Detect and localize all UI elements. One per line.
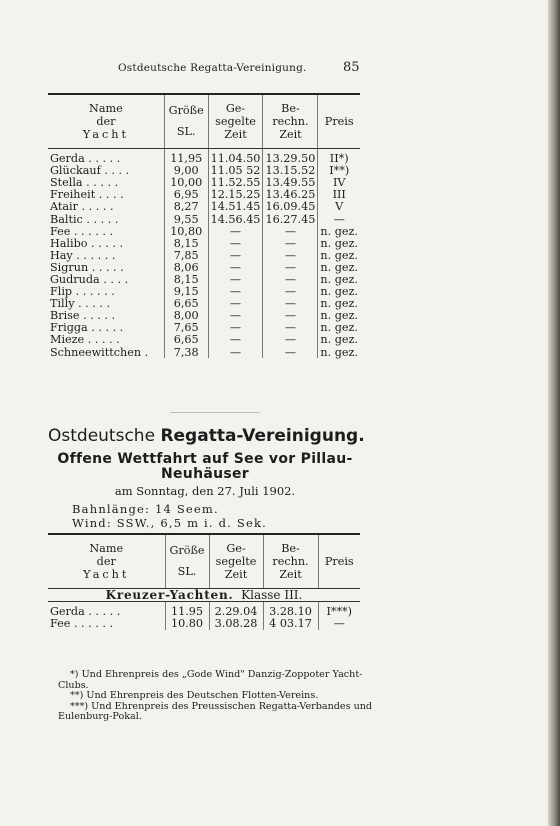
col-gesegelte-header: Ge- segelte Zeit <box>208 94 263 142</box>
yacht-name: Flip . . . . . . <box>50 285 115 299</box>
table-row <box>48 249 360 261</box>
table-row <box>48 346 360 358</box>
prize: n. gez. <box>318 310 360 322</box>
calculated-time: — <box>263 237 318 249</box>
col-name-header: Name der Yacht <box>48 94 164 142</box>
sailed-time: 11.52.55 <box>208 177 263 189</box>
prize: n. gez. <box>318 322 360 334</box>
calculated-time: — <box>263 346 318 358</box>
class-heading-row <box>48 588 360 601</box>
yacht-name: Sigrun . . . . . <box>50 260 124 274</box>
book-spine-shadow <box>548 0 560 826</box>
race-date: am Sonntag, den 27. Juli 1902. <box>114 484 296 498</box>
calculated-time: 13.29.50 <box>263 153 318 165</box>
prize: n. gez. <box>318 249 360 261</box>
yacht-size: 8,15 <box>164 237 208 249</box>
yacht-size: 9,15 <box>164 286 208 298</box>
race-subtitle: Offene Wettfahrt auf See vor Pillau- Neuhäuser <box>57 451 353 483</box>
col-groesse-header: Größe SL. <box>165 534 209 582</box>
table-row <box>48 606 360 618</box>
table-row <box>48 298 360 310</box>
yacht-size: 8,06 <box>164 261 208 273</box>
yacht-name: Schneewittchen . <box>50 345 149 359</box>
prize: III <box>318 189 360 201</box>
sailed-time: 14.56.45 <box>208 213 263 225</box>
table-row <box>48 165 360 177</box>
sailed-time: — <box>208 261 263 273</box>
calculated-time: — <box>263 334 318 346</box>
yacht-size: 10.80 <box>165 618 209 630</box>
table-row <box>48 261 360 273</box>
calculated-time: — <box>263 249 318 261</box>
prize: n. gez. <box>318 225 360 237</box>
table-row <box>48 189 360 201</box>
calculated-time: 16.27.45 <box>263 213 318 225</box>
prize: IV <box>318 177 360 189</box>
calculated-time: 4 03.17 <box>263 618 318 630</box>
sailed-time: 14.51.45 <box>208 201 263 213</box>
table-row <box>48 201 360 213</box>
sailed-time: — <box>208 274 263 286</box>
yacht-size: 10,80 <box>164 225 208 237</box>
calculated-time: 3.28.10 <box>263 606 318 618</box>
col-berechn-header: Be- rechn. Zeit <box>263 534 318 582</box>
sailed-time: — <box>208 249 263 261</box>
calculated-time: — <box>263 298 318 310</box>
calculated-time: — <box>263 225 318 237</box>
class-level: Klasse III. <box>241 587 303 602</box>
yacht-name: Fee . . . . . . <box>50 224 114 238</box>
yacht-name: Atair . . . . . <box>50 200 114 214</box>
prize: n. gez. <box>318 274 360 286</box>
yacht-name: Tilly . . . . . <box>50 297 111 311</box>
col-preis-header: Preis <box>318 94 360 142</box>
calculated-time: 16.09.45 <box>263 201 318 213</box>
footnote-3: ***) Und Ehrenpreis des Preussischen Regatta-Verbandes und Eulenburg-Pokal. <box>58 700 373 723</box>
footnotes <box>58 670 378 723</box>
section-title: Ostdeutsche Regatta-Vereinigung. <box>48 426 365 446</box>
table-row <box>48 310 360 322</box>
prize: n. gez. <box>318 298 360 310</box>
sailed-time: — <box>208 310 263 322</box>
sailed-time: 11.05 52 <box>208 165 263 177</box>
table-row <box>48 237 360 249</box>
table-row <box>48 286 360 298</box>
table-row <box>48 153 360 165</box>
calculated-time: 13.15.52 <box>263 165 318 177</box>
sailed-time: — <box>208 298 263 310</box>
yacht-name: Brise . . . . . <box>50 309 116 323</box>
prize: I***) <box>318 606 360 618</box>
yacht-size: 7,85 <box>164 249 208 261</box>
yacht-name: Halibo . . . . . <box>50 236 124 250</box>
section-divider <box>170 412 260 413</box>
prize: n. gez. <box>318 286 360 298</box>
calculated-time: 13.46.25 <box>263 189 318 201</box>
sailed-time: 11.04.50 <box>208 153 263 165</box>
table-row <box>48 618 360 630</box>
col-name-header: Name der Yacht <box>48 534 165 582</box>
col-preis-header: Preis <box>318 534 360 582</box>
col-groesse-header: Größe SL. <box>164 94 208 142</box>
yacht-size: 8,15 <box>164 274 208 286</box>
course-length: Bahnlänge: 14 Seem. <box>72 502 219 516</box>
yacht-size: 7,38 <box>164 346 208 358</box>
page-number: 85 <box>343 60 360 75</box>
footnote-2: **) Und Ehrenpreis des Deutschen Flotten-Vereins. <box>70 690 319 702</box>
table-row <box>48 225 360 237</box>
yacht-name: Glückauf . . . . <box>50 164 130 178</box>
footnote-1: *) Und Ehrenpreis des „Gode Wind" Danzig-Zoppoter Yacht-Clubs. <box>58 669 363 691</box>
yacht-size: 7,65 <box>164 322 208 334</box>
yacht-size: 6,65 <box>164 298 208 310</box>
yacht-size: 9,00 <box>164 165 208 177</box>
yacht-size: 10,00 <box>164 177 208 189</box>
sailed-time: — <box>208 225 263 237</box>
yacht-size: 6,65 <box>164 334 208 346</box>
results-table-1-body <box>48 148 360 358</box>
yacht-name: Baltic . . . . . <box>50 212 119 226</box>
yacht-size: 11.95 <box>165 606 209 618</box>
yacht-size: 6,95 <box>164 189 208 201</box>
sailed-time: 2.29.04 <box>209 606 263 618</box>
yacht-name: Stella . . . . . <box>50 176 119 190</box>
yacht-size: 8,00 <box>164 310 208 322</box>
results-table-2 <box>48 533 360 630</box>
yacht-name: Gerda . . . . . <box>50 152 121 166</box>
prize: — <box>318 213 360 225</box>
yacht-name: Mieze . . . . . <box>50 333 120 347</box>
sailed-time: 3.08.28 <box>209 618 263 630</box>
prize: n. gez. <box>318 334 360 346</box>
yacht-name: Hay . . . . . . <box>50 248 116 262</box>
sailed-time: — <box>208 237 263 249</box>
table-row <box>48 274 360 286</box>
results-table-2-body <box>48 601 360 630</box>
calculated-time: — <box>263 286 318 298</box>
yacht-name: Gudruda . . . . <box>50 273 129 286</box>
running-head: Ostdeutsche Regatta-Vereinigung. <box>118 62 307 74</box>
table-row <box>48 334 360 346</box>
prize: n. gez. <box>318 346 360 358</box>
yacht-size: 8,27 <box>164 201 208 213</box>
table-row <box>48 177 360 189</box>
wind-info: Wind: SSW., 6,5 m i. d. Sek. <box>72 516 267 530</box>
prize: I**) <box>318 165 360 177</box>
yacht-size: 11,95 <box>164 153 208 165</box>
table-row <box>48 322 360 334</box>
yacht-size: 9,55 <box>164 213 208 225</box>
prize: II*) <box>318 153 360 165</box>
col-berechn-header: Be- rechn. Zeit <box>263 94 318 142</box>
calculated-time: 13.49.55 <box>263 177 318 189</box>
sailed-time: — <box>208 286 263 298</box>
sailed-time: — <box>208 334 263 346</box>
results-table-1 <box>48 93 360 358</box>
sailed-time: — <box>208 346 263 358</box>
calculated-time: — <box>263 261 318 273</box>
yacht-name: Fee . . . . . . <box>50 617 114 631</box>
col-gesegelte-header: Ge- segelte Zeit <box>209 534 263 582</box>
prize: — <box>318 618 360 630</box>
class-name: Kreuzer-Yachten. <box>105 587 234 602</box>
prize: n. gez. <box>318 261 360 273</box>
yacht-name: Freiheit . . . . <box>50 188 124 202</box>
sailed-time: — <box>208 322 263 334</box>
calculated-time: — <box>263 322 318 334</box>
calculated-time: — <box>263 274 318 286</box>
prize: V <box>318 201 360 213</box>
prize: n. gez. <box>318 237 360 249</box>
calculated-time: — <box>263 310 318 322</box>
sailed-time: 12.15.25 <box>208 189 263 201</box>
yacht-name: Frigga . . . . . <box>50 321 124 335</box>
table-row <box>48 213 360 225</box>
yacht-name: Gerda . . . . . <box>50 605 121 619</box>
